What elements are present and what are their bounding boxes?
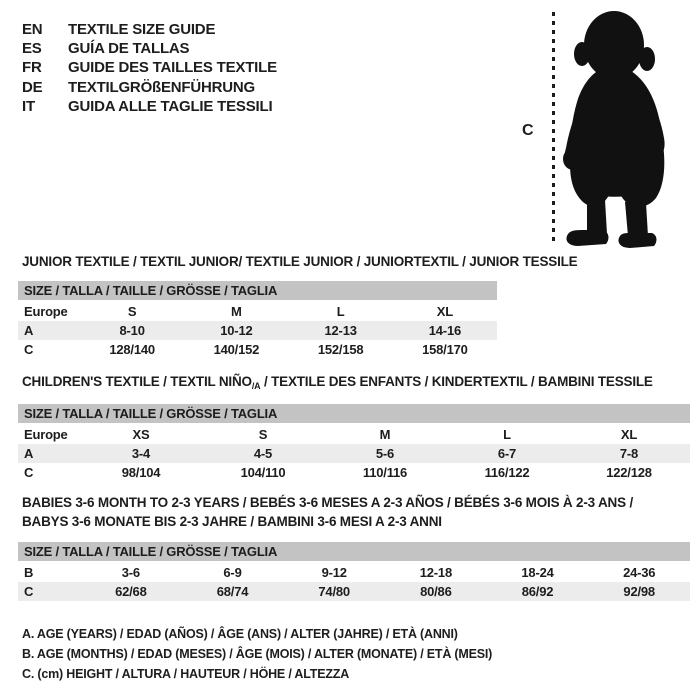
table-row-a (18, 444, 690, 463)
height-measure-dotted-line (552, 12, 555, 245)
size-cell: 110/116 (362, 465, 408, 480)
table-row-a (18, 321, 497, 340)
size-cell: 10-12 (220, 323, 253, 338)
size-cell: M (231, 304, 242, 319)
size-cell: M (379, 427, 391, 442)
row-label: A (24, 323, 34, 338)
size-cell: 12-18 (419, 565, 452, 580)
size-cell: 8-10 (119, 323, 145, 338)
language-row-en (22, 20, 277, 39)
toddler-silhouette-icon (562, 8, 678, 248)
size-cell: 98/104 (121, 465, 161, 480)
language-row-it (22, 97, 277, 116)
table-row-c (18, 340, 497, 359)
size-cell: 9-12 (321, 565, 347, 580)
size-cell: 74/80 (318, 584, 350, 599)
size-cell: 92/98 (623, 584, 655, 599)
babies-section-title-line1: BABIES 3-6 MONTH TO 2-3 YEARS / BEBÉS 3-6 MESES A 2-3 AÑOS / BÉBÉS 3-6 MOIS À 2-3 ANS / (22, 495, 633, 510)
size-cell: 86/92 (521, 584, 554, 599)
size-cell: 104/110 (240, 465, 286, 480)
footnotes (22, 624, 492, 684)
height-measure-label: C (522, 122, 534, 139)
table-row-europe (18, 425, 690, 444)
size-cell: S (258, 427, 268, 442)
babies-size-table (18, 542, 690, 601)
row-label: C (24, 584, 34, 599)
size-cell: 7-8 (619, 446, 639, 461)
size-cell: L (503, 427, 511, 442)
junior-size-table (18, 281, 497, 359)
language-label: GUÍA DE TALLAS (68, 40, 190, 58)
size-cell: 4-5 (253, 446, 273, 461)
size-cell: XL (436, 304, 453, 319)
language-label: GUIDA ALLE TAGLIE TESSILI (68, 97, 273, 115)
size-cell: 18-24 (521, 565, 554, 580)
size-cell: XS (132, 427, 150, 442)
size-cell: 122/128 (606, 465, 652, 480)
language-label: GUIDE DES TAILLES TEXTILE (68, 59, 277, 77)
footnote-a: A. AGE (YEARS) / EDAD (AÑOS) / ÂGE (ANS) / ALTER (JAHRE) / ETÀ (ANNI) (22, 627, 458, 641)
children-section-title (22, 372, 653, 396)
size-cell: 128/140 (109, 342, 155, 357)
size-cell: 152/158 (317, 342, 364, 357)
size-cell: XL (620, 427, 638, 442)
size-cell: 80/86 (420, 584, 452, 599)
size-cell: 12-13 (324, 323, 357, 338)
junior-section-title: JUNIOR TEXTILE / TEXTIL JUNIOR/ TEXTILE JUNIOR / JUNIORTEXTIL / JUNIOR TESSILE (22, 254, 578, 269)
row-label: C (24, 342, 34, 357)
size-header-band: SIZE / TALLA / TAILLE / GRÖSSE / TAGLIA (18, 281, 497, 300)
size-cell: 6-7 (497, 446, 517, 461)
size-cell: 24-36 (623, 565, 656, 580)
footnote-c: C. (cm) HEIGHT / ALTURA / HAUTEUR / HÖHE / ALTEZZA (22, 667, 350, 681)
size-cell: 5-6 (375, 446, 395, 461)
footnote-b: B. AGE (MONTHS) / EDAD (MESES) / ÂGE (MOIS) / ALTER (MONATE) / ETÀ (MESI) (22, 647, 493, 661)
language-list (22, 20, 277, 116)
size-cell: 3-6 (121, 565, 140, 580)
size-cell: 116/122 (484, 465, 530, 480)
size-header-band: SIZE / TALLA / TAILLE / GRÖSSE / TAGLIA (18, 404, 690, 423)
language-code: ES (22, 40, 42, 58)
language-code: DE (22, 78, 43, 96)
table-row-c (18, 582, 690, 601)
size-cell: 140/152 (213, 342, 260, 357)
babies-section-title-line2: BABYS 3-6 MONATE BIS 2-3 JAHRE / BAMBINI 3-6 MESI A 2-3 ANNI (22, 514, 442, 529)
table-row-europe (18, 302, 497, 321)
row-label: A (24, 446, 34, 461)
table-row-c (18, 463, 690, 482)
children-title-text: CHILDREN'S TEXTILE / TEXTIL NIÑO (22, 374, 252, 389)
language-code: FR (22, 59, 42, 77)
children-title-text: / TEXTILE DES ENFANTS / KINDERTEXTIL / BAMBINI TESSILE (260, 374, 653, 389)
language-label: TEXTILE SIZE GUIDE (68, 21, 216, 38)
size-cell: L (336, 304, 345, 319)
size-cell: 6-9 (223, 565, 242, 580)
children-size-table (18, 404, 690, 482)
language-row-es (22, 39, 277, 58)
size-cell: 3-4 (131, 446, 151, 461)
row-label: Europe (24, 427, 68, 442)
size-cell: 68/74 (216, 584, 249, 599)
row-label: C (24, 465, 34, 480)
language-row-fr (22, 58, 277, 77)
size-cell: S (127, 304, 137, 319)
children-title-subscript: /A (251, 381, 261, 391)
language-label: TEXTILGRÖßENFÜHRUNG (68, 78, 256, 96)
row-label: Europe (24, 304, 68, 319)
size-header-band: SIZE / TALLA / TAILLE / GRÖSSE / TAGLIA (18, 542, 690, 561)
row-label: B (24, 565, 34, 580)
size-cell: 14-16 (428, 323, 461, 338)
size-cell: 62/68 (115, 584, 147, 599)
table-row-b (18, 563, 690, 582)
language-row-de (22, 78, 277, 97)
language-code: EN (22, 21, 43, 38)
language-code: IT (22, 97, 35, 115)
size-cell: 158/170 (422, 342, 468, 357)
